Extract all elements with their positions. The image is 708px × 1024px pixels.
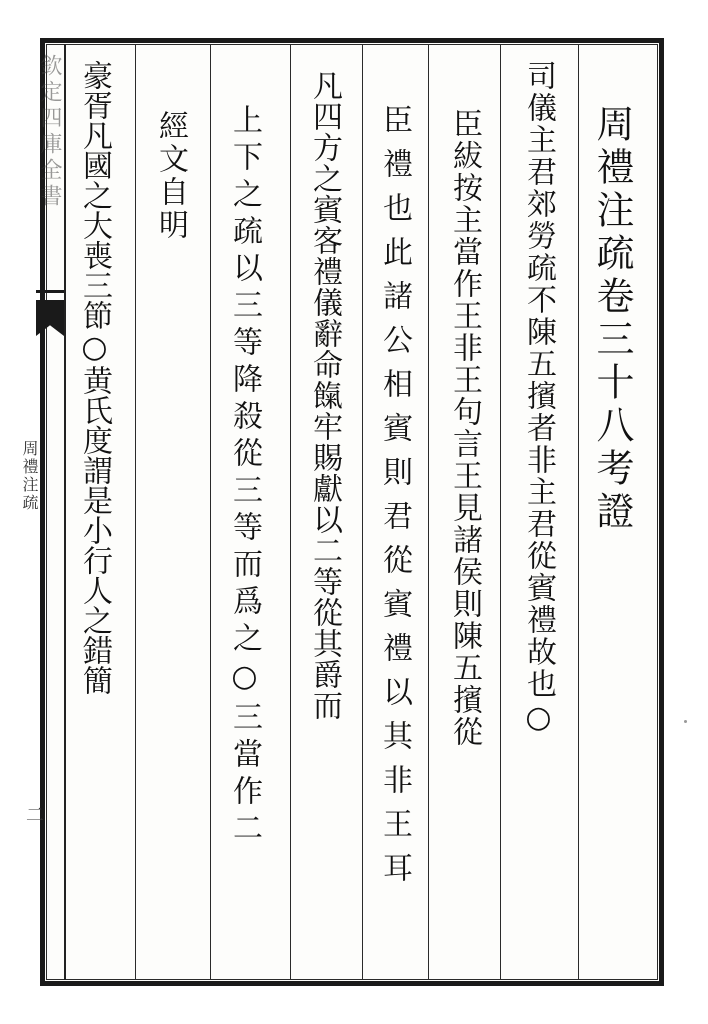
- chapter-title: 周禮注疏卷三十八考證: [590, 104, 634, 534]
- stray-ink-mark: [684, 720, 687, 723]
- text-column: 司儀主君郊勞疏不陳五擯者非主君從賓禮故也○: [521, 60, 556, 737]
- page-frame: [40, 38, 664, 986]
- column-rule: [500, 44, 501, 980]
- column-rule: [362, 44, 363, 980]
- text-column: 臣禮也此諸公相賓則君從賓禮以其非王耳: [377, 104, 412, 896]
- spine-page-number: 二: [23, 805, 44, 823]
- spine-book-title: 周禮注疏: [20, 440, 39, 512]
- column-rule: [290, 44, 291, 980]
- column-rule: [135, 44, 136, 980]
- column-rule: [428, 44, 429, 980]
- column-rule: [210, 44, 211, 980]
- text-column: 臣紱按主當作王非王句言王見諸侯則陳五擯從: [447, 108, 482, 748]
- fishtail-rule: [36, 290, 64, 293]
- column-rule: [578, 44, 579, 980]
- text-column: 豪胥凡國之大喪三節○黄氏度謂是小行人之錯簡: [77, 60, 112, 695]
- text-column: 上下之疏以三等降殺從三等而爲之○三當作二: [227, 104, 262, 849]
- edge-fragment-text: 欽定四庫全書: [37, 54, 62, 210]
- text-column: 凡四方之賓客禮儀辭命餼牢賜獻以二等從其爵而: [307, 70, 342, 721]
- text-column: 經文自明: [153, 110, 188, 242]
